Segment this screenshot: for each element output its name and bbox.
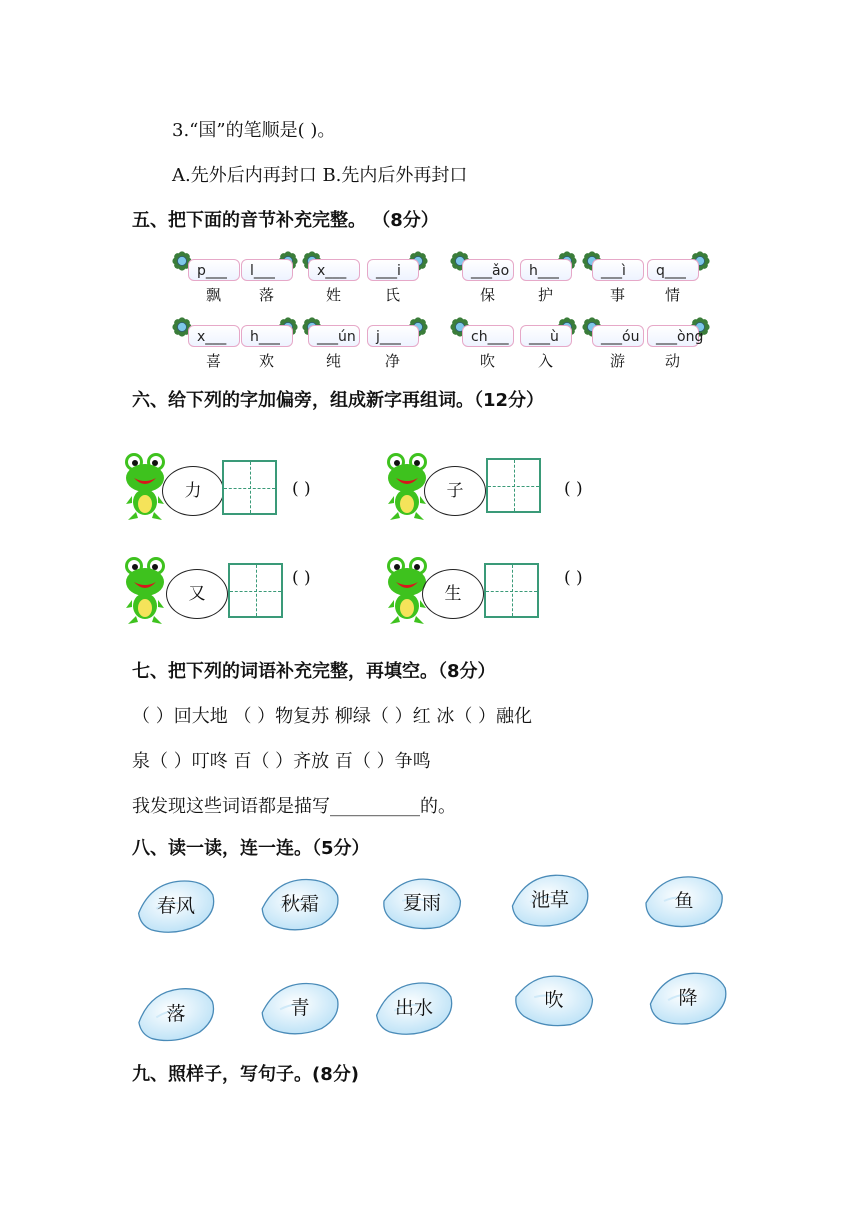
pinyin-blank[interactable]: ___ún — [308, 325, 360, 347]
pinyin-blank[interactable]: ___ì — [592, 259, 644, 281]
base-character: 子 — [424, 466, 486, 516]
pinyin-blank[interactable]: ch___ — [462, 325, 514, 347]
pinyin-hanzi: 吹 — [480, 352, 496, 370]
leaf-word: 吹 — [544, 989, 564, 1011]
pinyin-hanzi: 氏 — [385, 286, 401, 304]
section-5-heading: 五、把下面的音节补充完整。 （8分） — [132, 210, 439, 231]
pinyin-hanzi: 事 — [610, 286, 626, 304]
leaf-word: 降 — [678, 987, 698, 1009]
idiom-line-2: 泉（ ）叮咚 百（ ）齐放 百（ ）争鸣 — [132, 751, 431, 772]
pinyin-hanzi: 姓 — [326, 286, 342, 304]
pinyin-blank[interactable]: x___ — [308, 259, 360, 281]
leaf-word-card[interactable] — [642, 873, 726, 929]
word-blank[interactable]: ( ) — [564, 479, 583, 499]
frog-icon — [124, 452, 166, 522]
leaf-word-card[interactable] — [258, 980, 342, 1036]
leaf-word: 春风 — [156, 895, 195, 917]
leaf-word: 鱼 — [674, 890, 694, 912]
pinyin-hanzi: 护 — [538, 286, 554, 304]
leaf-word: 池草 — [530, 889, 569, 911]
word-blank[interactable]: ( ) — [292, 479, 311, 499]
pinyin-blank[interactable]: x___ — [188, 325, 240, 347]
base-character: 生 — [422, 569, 484, 619]
leaf-word-card[interactable] — [512, 972, 596, 1028]
pinyin-hanzi: 纯 — [326, 352, 342, 370]
base-character: 力 — [162, 466, 224, 516]
pinyin-blank[interactable]: h___ — [520, 259, 572, 281]
leaf-word-card[interactable] — [258, 876, 342, 932]
section-8-heading: 八、读一读，连一连。（5分） — [132, 838, 370, 859]
q3-question: 3.“国”的笔顺是( )。 — [172, 120, 336, 141]
pinyin-hanzi: 入 — [538, 352, 554, 370]
writing-grid[interactable] — [486, 458, 541, 513]
leaf-word-card[interactable] — [372, 980, 456, 1036]
leaf-word: 青 — [290, 997, 310, 1019]
pinyin-blank[interactable]: ___ù — [520, 325, 572, 347]
base-character: 又 — [166, 569, 228, 619]
leaf-word: 出水 — [394, 997, 433, 1019]
pinyin-hanzi: 保 — [480, 286, 496, 304]
pinyin-blank[interactable]: p___ — [188, 259, 240, 281]
leaf-word: 落 — [166, 1003, 186, 1025]
section-6-heading: 六、给下列的字加偏旁，组成新字再组词。（12分） — [132, 390, 545, 411]
leaf-word-card[interactable] — [380, 875, 464, 931]
pinyin-blank[interactable]: q___ — [647, 259, 699, 281]
pinyin-hanzi: 欢 — [259, 352, 275, 370]
pinyin-blank[interactable]: ___i — [367, 259, 419, 281]
leaf-word-card[interactable] — [134, 986, 218, 1042]
pinyin-blank[interactable]: ___ǎo — [462, 259, 514, 281]
pinyin-hanzi: 净 — [385, 352, 401, 370]
pinyin-hanzi: 动 — [665, 352, 681, 370]
pinyin-hanzi: 飘 — [206, 286, 222, 304]
writing-grid[interactable] — [484, 563, 539, 618]
word-blank[interactable]: ( ) — [564, 568, 583, 588]
pinyin-hanzi: 落 — [259, 286, 275, 304]
leaf-word-card[interactable] — [134, 878, 218, 934]
writing-grid[interactable] — [228, 563, 283, 618]
section-7-heading: 七、把下列的词语补充完整，再填空。（8分） — [132, 661, 496, 682]
pinyin-blank[interactable]: l___ — [241, 259, 293, 281]
frog-icon — [124, 556, 166, 626]
pinyin-blank[interactable]: ___òng — [647, 325, 699, 347]
pinyin-hanzi: 情 — [665, 286, 681, 304]
leaf-word: 夏雨 — [402, 892, 441, 914]
writing-grid[interactable] — [222, 460, 277, 515]
pinyin-hanzi: 喜 — [206, 352, 222, 370]
idiom-line-1: （ ）回大地 （ ）物复苏 柳绿（ ）红 冰（ ）融化 — [132, 706, 533, 727]
frog-icon — [386, 452, 428, 522]
leaf-word-card[interactable] — [508, 872, 592, 928]
pinyin-blank[interactable]: h___ — [241, 325, 293, 347]
section-9-heading: 九、照样子，写句子。(8分) — [132, 1064, 359, 1085]
pinyin-hanzi: 游 — [610, 352, 626, 370]
leaf-word: 秋霜 — [280, 893, 319, 915]
discovery-sentence: 我发现这些词语都是描写__________的。 — [132, 796, 456, 817]
pinyin-blank[interactable]: ___óu — [592, 325, 644, 347]
leaf-word-card[interactable] — [646, 970, 730, 1026]
pinyin-blank[interactable]: j___ — [367, 325, 419, 347]
word-blank[interactable]: ( ) — [292, 568, 311, 588]
q3-options: A.先外后内再封口 B.先内后外再封口 — [172, 165, 468, 186]
